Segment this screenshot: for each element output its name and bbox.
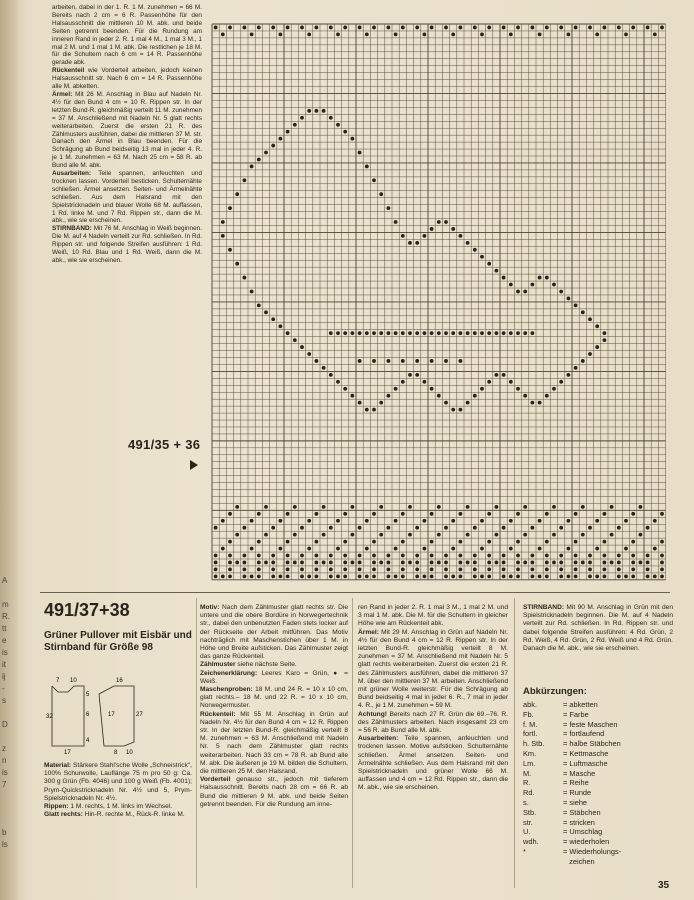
abbreviation-meaning: = Luftmasche: [563, 758, 608, 768]
paragraph-text: genauso str., jedoch mit tieferem Halsausschnitt. Bereits nach 28 cm = 66 R. ab Bund die mittleren 9 M. abk. und beide Seiten getrennt beenden. Für die Rundung am inne-: [200, 776, 350, 808]
abbreviation-meaning: = abketten: [563, 700, 598, 709]
abbreviation-row: [523, 759, 621, 769]
paragraph-heading: Zeichenerklärung:: [200, 669, 258, 677]
paragraph-text: wie Vorderteil arbeiten, jedoch keinen Halsausschnitt str. Nach 6 cm = 14 R. Passenhöhe alle M. abketten.: [52, 67, 204, 91]
paragraph-text: Mit 26 M. Anschlag in Blau auf Nadeln Nr. 4½ für den Bund 4 cm = 10 R. Rippen str. In der letzten Bund-R. gleichmäßig verteilt 11 M. zunehmen = 37 M. Anschließend mit Nadeln Nr. 5 glatt rechts weiterarbeiten. Zuerst die ersten 21 R. des Zählmusters ausführen, dabei die mittleren 37 M. str. Danach den Ärmel in Blau beenden. Für die Schrägung ab Bund beidseitig 13 mal in jeder 4. R. je 1 M. zunehmen = 63 M. Nach 25 cm = 58 R. ab Bund alle M. abk.: [52, 90, 204, 170]
paragraph-heading: Ärmel:: [358, 628, 379, 636]
paragraph-heading: Ausarbeiten:: [358, 735, 399, 743]
paragraph-text: Nach dem Zählmuster glatt rechts str. Die untere und die obere Bordüre in Norwegertechnik str., dabei den unbenutzten Faden stets locker auf der Rückseite der Arbeit mitführen. Das Motiv nachträglich mit Maschenstichen über 1 M. in Höhe und Breite aufsticken. Das Zählmuster zeigt das ganze Rückenteil.: [200, 604, 350, 661]
paragraph: [358, 629, 508, 711]
paragraph-text: Mit 76 M. Anschlag in Weiß beginnen. Die M. auf 4 Nadeln verteilt zur Rd. schließen. In Rd. Rippen str. und folgende Streifen ausführen: 1 Rd. Weiß, 10 Rd. Blau und 1 Rd. Weiß, dann die M. abk., wie sie erscheinen.: [52, 225, 204, 264]
knitting-count-chart: [210, 22, 672, 582]
paragraph: [200, 604, 348, 661]
paragraph: [358, 604, 508, 629]
paragraph-text: Hin-R. rechte M., Rück-R. linke M.: [82, 811, 185, 819]
abbreviation-key: str.: [523, 817, 533, 827]
abbreviation-meaning: = fortlaufend: [563, 729, 605, 739]
paragraph: [52, 170, 202, 225]
schematic-label-l: 4: [86, 738, 90, 744]
paragraph-text: siehe nächste Seite.: [235, 661, 297, 669]
abbreviation-key: wdh.: [523, 837, 539, 847]
paragraph: [44, 811, 192, 819]
paragraph: [44, 762, 192, 803]
abbreviation-key: h. Stb.: [523, 739, 545, 749]
paragraph-text: 18 M. und 24 R. = 10 x 10 cm, glatt rechts.– 18 M. und 22 R. = 10 x 10 cm, Norwegermuster.: [200, 686, 350, 710]
abbreviation-row: [523, 710, 621, 720]
abbreviation-key: f. M.: [523, 719, 538, 729]
abbreviation-row: [523, 837, 621, 847]
section-title: Grüner Pullover mit Eisbär und Stirnband für Größe 98: [44, 630, 192, 653]
pullover-schematic: [44, 676, 144, 756]
paragraph-text: Teile spannen, anfeuchten und trocknen lassen. Motive aufsticken. Schulternähte schließen. Ärmel ansetzen. Seiten- und Ärmelnähte schließen. Aus dem Halsrand mit den Spielstricknadeln und grüner Wolle 66 M. auffassen und 4 cm = 12 Rd. Rippen str., dann die M. abk., wie sie erscheinen.: [358, 735, 510, 792]
paragraph-heading: Ärmel:: [52, 90, 73, 98]
paragraph-heading: Rippen:: [44, 803, 69, 811]
abbreviation-row: [523, 798, 621, 808]
paragraph-text: Bereits nach 27 R. Grün die 69.–76. R. des Zählmusters arbeiten. Nach insgesamt 23 cm = 56 R. ab Bund alle M. abk.: [358, 710, 510, 735]
column-rule-1: [196, 598, 197, 888]
schematic-label-g: 17: [64, 750, 71, 756]
paragraph: [52, 4, 202, 67]
paragraph-heading: Zählmuster: [200, 661, 236, 669]
abbreviation-meaning: = Kettmasche: [563, 748, 609, 758]
abbreviation-key: Lm.: [523, 758, 536, 768]
abbreviation-key: M.: [523, 768, 532, 778]
column-rule-2: [352, 598, 353, 888]
abbreviation-meaning: = siehe: [563, 797, 588, 807]
chart-pointer-arrow: [190, 460, 198, 470]
paragraph-text: Teile spannen, anfeuchten und trocknen lassen. Vorderteil besticken. Schulternähte schließen. Ärmel ansetzen. Seiten- und Ärmelnähte schließen. Aus dem Halsrand mit den Spielstricknadeln und blauer Wolle 68 M. auffassen, 1 Rd. linke M. und 7 Rd. Rippen str., dann die M. abk., wie sie erscheinen.: [52, 170, 204, 225]
paragraph-heading: Material:: [44, 762, 72, 769]
column-material: [44, 762, 192, 819]
paragraph: [200, 670, 348, 686]
paragraph-heading: Vorderteil: [200, 776, 231, 784]
paragraph-text: Stärkere Stahl'sche Wolle „Schneistrick", 100% Schurwolle, Lauflänge 75 m pro 50 g: Ca. 300 g Grün (Fb. 4046) und 100 g Weiß (Fb. 4001); Prym-Quickstricknadeln Nr. 4½ und 5, Prym-Spielstricknadeln Nr. 4½.: [44, 762, 194, 802]
paragraph: [200, 686, 348, 711]
paragraph-heading: Ausarbeiten:: [52, 170, 92, 178]
paragraph: [200, 711, 348, 777]
paragraph-heading: Glatt rechts:: [44, 811, 83, 819]
paragraph-text: arbeiten, dabei in der 1. R. 1 M. zunehmen = 66 M. Bereits nach 2 cm = 6 R. Passenhöhe für den Halsausschnitt die mittleren 10 M. abk. und beide Seiten getrennt beenden. Für die Rundung am inneren Rand in jeder 2. R. 1 mal 4 M., 1 mal 3 M., 1 mal 2 M. und 1 mal 1 M. abk. Die restlichen je 18 M. für die Schultern nach 6 cm = 14 R. Passenhöhe gerade abk.: [52, 4, 204, 67]
abbreviation-row: [523, 827, 621, 837]
abbreviation-row: [523, 739, 621, 749]
abbreviation-row: [523, 808, 621, 818]
abbreviation-meaning: = Farbe: [563, 709, 589, 719]
column-instructions-1: [200, 604, 348, 809]
abbreviation-key: Rd.: [523, 788, 535, 798]
schematic-label-e: 5: [86, 692, 90, 698]
paragraph-text: Mit 29 M. Anschlag in Grün auf Nadeln Nr. 4½ für den Bund 4 cm = 12 R. Rippen str. In der letzten Bund-R. gleichmäßig verteilt 8 M. zunehmen = 37 M. Anschließend mit Nadeln Nr. 5 glatt rechts weiterarbeiten. Zuerst die ersten 21 R. des Zählmusters ausführen, dabei die mittleren 37 M. über den mittleren 37 M. arbeiten. Anschließend mit grüner Wolle weiterstr. Für die Schrägung ab Bund beidseitig 4 mal in jeder 6. R., 7 mal in jeder 4. R., je 1 M. zunehmen = 59 M.: [358, 628, 510, 710]
schematic-label-h: 6: [86, 712, 90, 718]
paragraph: [52, 67, 202, 91]
abbreviation-meaning: = Stäbchen: [563, 807, 601, 817]
paragraph: [358, 711, 508, 736]
paragraph-heading: STIRNBAND:: [52, 225, 92, 233]
schematic-label-a: 7: [56, 678, 60, 684]
abbreviation-key: Fb.: [523, 709, 534, 719]
adjacent-page-edge-text: A m R. tt e is it ij - s D z n is 7 b ls: [2, 576, 10, 849]
abbreviation-key: U.: [523, 827, 531, 837]
column-rule-3: [514, 598, 515, 888]
abbreviation-meaning: = Runde: [563, 788, 592, 798]
paragraph: [523, 604, 673, 653]
paragraph-text: Mit 55 M. Anschlag in Grün auf Nadeln Nr. 4½ für den Bund 4 cm = 12 R. Rippen str. In der letzten Bund-R. gleichmäßig verteilt 8 M. zunehmen = 63 M. Anschließend mit Nadeln Nr. 5 nach dem Zählmuster glatt rechts weiterarbeiten. Nach 33 cm = 78 R. ab Bund alle M. abk. Die äußeren je 19 M. bilden die Schultern, die mittleren 25 M. den Halsrand.: [200, 710, 350, 776]
schematic-label-k: 10: [126, 750, 133, 756]
abbreviation-row: [523, 700, 621, 710]
abbreviation-key: abk.: [523, 700, 537, 709]
abbreviation-meaning: = Wiederholungs- zeichen: [563, 846, 622, 866]
abbreviation-key: *: [523, 846, 526, 856]
abbreviation-row: [523, 769, 621, 779]
top-left-instructions: [52, 4, 202, 265]
column-headband: [523, 604, 673, 653]
paragraph-heading: Maschenproben:: [200, 686, 253, 694]
abbreviation-row: [523, 847, 621, 867]
paragraph-text: ren Rand in jeder 2. R. 1 mal 3 M., 1 mal 2 M. und 3 mal 1 M. abk. Die M. für die Schultern in gleicher Höhe wie am Rückenteil abk.: [358, 604, 510, 628]
schematic-label-c: 16: [116, 678, 123, 684]
abbreviation-meaning: = halbe Stäbchen: [563, 739, 621, 749]
paragraph-heading: Achtung!: [358, 710, 387, 718]
abbreviation-meaning: = Umschlag: [563, 827, 603, 837]
abbreviation-row: [523, 720, 621, 730]
schematic-label-d: 32: [46, 714, 53, 720]
abbreviation-row: [523, 818, 621, 828]
paragraph-heading: Rückenteil: [52, 67, 85, 75]
schematic-label-f: 27: [136, 712, 143, 718]
paragraph-text: Mit 90 M. Anschlag in Grün mit den Spielstricknadeln beginnen. Die M. auf 4 Nadeln verteilt zur Rd. schließen. In Rd. Rippen str. und dabei folgende Streifen ausführen: 4 Rd. Grün, 2 Rd. Weiß, 4 Rd. Grün, 2 Rd. Weiß und 4 Rd. Grün. Danach die M. abk., wie sie erscheinen.: [523, 604, 675, 653]
abbreviation-row: [523, 788, 621, 798]
abbreviation-key: Km.: [523, 748, 537, 758]
paragraph: [200, 661, 348, 669]
section-number: 491/37+38: [44, 600, 130, 620]
abbreviation-meaning: = wiederholen: [563, 837, 610, 847]
abbreviation-row: [523, 729, 621, 739]
paragraph: [52, 91, 202, 170]
paragraph-heading: Rückenteil:: [200, 710, 236, 718]
chart-label: 491/35 + 36: [128, 437, 201, 452]
paragraph-heading: Motiv:: [200, 604, 220, 611]
paragraph-heading: STIRNBAND:: [523, 604, 565, 611]
paragraph-text: 1 M. rechts, 1 M. links im Wechsel.: [68, 803, 173, 811]
schematic-label-i: 17: [108, 712, 115, 718]
abbreviation-key: Stb.: [523, 807, 537, 817]
paragraph-text: Leeres Karo = Grün, ● = Weiß.: [200, 669, 350, 685]
paragraph: [44, 803, 192, 811]
abbreviation-key: fortl.: [523, 729, 538, 739]
chart-grid: [212, 24, 666, 580]
abbreviation-meaning: = Reihe: [563, 778, 589, 788]
abbreviation-meaning: = Masche: [563, 768, 596, 778]
abbreviation-key: s.: [523, 797, 529, 807]
abbreviation-meaning: = feste Maschen: [563, 719, 618, 729]
schematic-label-b: 10: [70, 678, 77, 684]
abbreviations-title: Abkürzungen:: [523, 686, 587, 697]
paragraph: [52, 225, 202, 265]
abbreviation-row: [523, 778, 621, 788]
schematic-label-j: 8: [114, 750, 118, 756]
abbreviation-row: [523, 749, 621, 759]
abbreviation-meaning: = stricken: [563, 817, 595, 827]
paragraph: [200, 776, 348, 809]
page-number: 35: [658, 880, 670, 891]
abbreviations-list: [523, 700, 621, 867]
paragraph: [358, 735, 508, 792]
abbreviation-key: R.: [523, 778, 531, 788]
column-instructions-2: [358, 604, 508, 793]
section-divider: [40, 592, 670, 593]
